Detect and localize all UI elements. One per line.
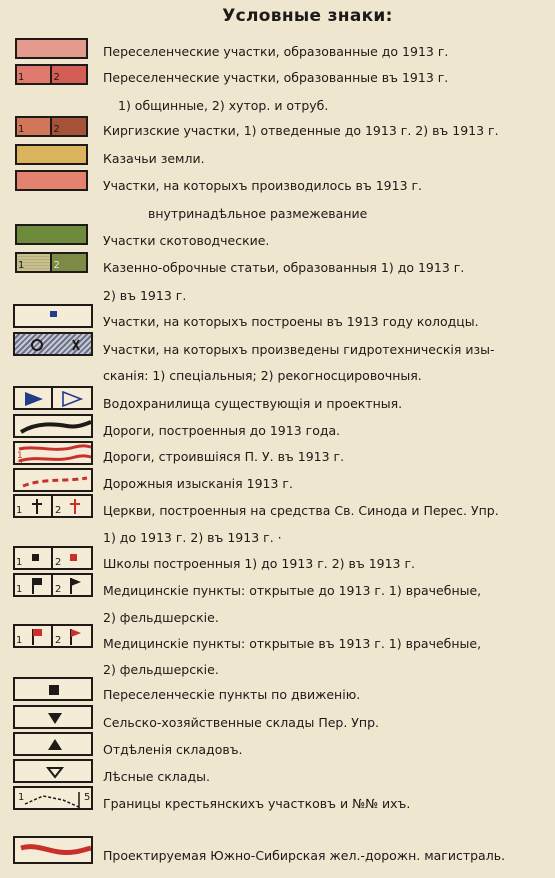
legend-text: Медицинскіе пункты: открытые до 1913 г. 1) врачебные, (103, 583, 482, 598)
down-triangle-outline-icon (15, 761, 93, 783)
hydro-circle-icon (15, 334, 93, 356)
legend-text: Переселенческие участки, образованные въ 1913 г. (103, 70, 449, 85)
legend-text: Дороги, строившіяся П. У. въ 1913 г. (103, 449, 345, 464)
legend-text: Дорожныя изысканія 1913 г. (103, 476, 293, 491)
forest-warehouses-swatch (13, 759, 93, 783)
legend-text: Участки скотоводческие. (103, 233, 270, 248)
legend-text: Проектируемая Южно-Сибирская жел.-дорожн. магистраль. (103, 848, 506, 863)
resettlement-1913-swatch: 1 2 (15, 64, 88, 85)
agri-warehouses-swatch (13, 705, 93, 729)
legend-text: Медицинскіе пункты: открытые въ 1913 г. 1) врачебные, (103, 636, 482, 651)
legend-text: Дороги, построенныя до 1913 года. (103, 423, 341, 438)
legend-text-cont: 2) фельдшерскіе. (103, 610, 219, 625)
flag-icon (15, 575, 93, 597)
legend-text-cont: сканія: 1) спеціальныя; 2) рекогносцировочныя. (103, 368, 422, 383)
legend-text: Казенно-оброчные статьи, образованныя 1) до 1913 г. (103, 260, 465, 275)
school-square-icon (15, 548, 93, 570)
legend-text-cont: 1) до 1913 г. 2) въ 1913 г. · (103, 530, 282, 545)
warehouse-branches-swatch (13, 732, 93, 756)
legend-text: Участки, на которыхъ производилось въ 1913 г. (103, 178, 423, 193)
wells-swatch (13, 304, 93, 328)
legend-text: Участки, на которыхъ построены въ 1913 году колодцы. (103, 314, 479, 329)
legend-title: Условные знаки: (222, 6, 393, 26)
down-triangle-icon (15, 707, 93, 729)
dashed-road-icon (15, 470, 93, 492)
legend-text: Казачьи земли. (103, 151, 205, 166)
cattle-swatch (15, 224, 88, 245)
legend-text: Киргизские участки, 1) отведенные до 1913 г. 2) въ 1913 г. (103, 123, 499, 138)
legend-text: Сельско-хозяйственные склады Пер. Упр. (103, 715, 380, 730)
medical-before-1913-swatch: 1 2 (13, 573, 93, 597)
hydro-survey-swatch (13, 332, 93, 356)
legend-text: Школы построенныя 1) до 1913 г. 2) въ 1913 г. (103, 556, 416, 571)
church-cross-icon (15, 496, 93, 518)
well-icon (50, 311, 57, 317)
legend-text: Водохранилища существующія и проектныя. (103, 396, 403, 411)
resettlement-before-1913-swatch (15, 38, 88, 59)
schools-swatch: 1 2 (13, 546, 93, 570)
state-quitrent-swatch: 1 2 (15, 252, 88, 273)
legend-text-cont: 2) фельдшерскіе. (103, 662, 219, 677)
legend-text: Церкви, построенныя на средства Св. Синода и Перес. Упр. (103, 503, 499, 518)
legend-text: Участки, на которыхъ произведены гидротехническія изы- (103, 342, 495, 357)
svg-text:1: 1 (18, 792, 25, 803)
triangle-flag-icon (15, 626, 93, 648)
road-swatch (13, 414, 93, 438)
legend-text-cont: 2) въ 1913 г. (103, 288, 187, 303)
medical-1913-swatch: 1 2 (13, 624, 93, 648)
railway-line-icon (15, 838, 93, 864)
road-icon (15, 416, 93, 438)
railway-swatch (13, 836, 93, 864)
cossack-lands-swatch (15, 144, 88, 165)
internal-survey-swatch (15, 170, 88, 191)
legend-text: Отдѣленія складовъ. (103, 742, 243, 757)
reservoir-arrow-icon (15, 388, 93, 410)
legend-text: Лѣсные склады. (103, 769, 210, 784)
road-survey-swatch (13, 468, 93, 492)
svg-text:2: 2 (17, 460, 23, 467)
legend-text: Переселенческие участки, образованные до 1913 г. (103, 44, 449, 59)
resettlement-points-swatch (13, 677, 93, 701)
churches-swatch: 1 2 (13, 494, 93, 518)
svg-text:5: 5 (84, 792, 91, 803)
up-triangle-icon (15, 734, 93, 756)
reservoir-swatch (13, 386, 93, 410)
peasant-boundaries-swatch (13, 786, 93, 810)
legend-text-cont: внутринадѣльное размежевание (148, 206, 368, 221)
roads-built-1913-swatch (13, 441, 93, 465)
svg-text:1: 1 (17, 451, 23, 461)
dashed-boundary-icon (15, 788, 93, 810)
legend-text: Границы крестьянскихъ участковъ и №№ ихъ. (103, 796, 411, 811)
road-icon (15, 443, 93, 465)
kirghiz-swatch: 1 2 (15, 116, 88, 137)
legend-text-cont: 1) общинные, 2) хутор. и отруб. (118, 98, 329, 113)
square-icon (15, 679, 93, 701)
legend-text: Переселенческіе пункты по движенію. (103, 687, 361, 702)
